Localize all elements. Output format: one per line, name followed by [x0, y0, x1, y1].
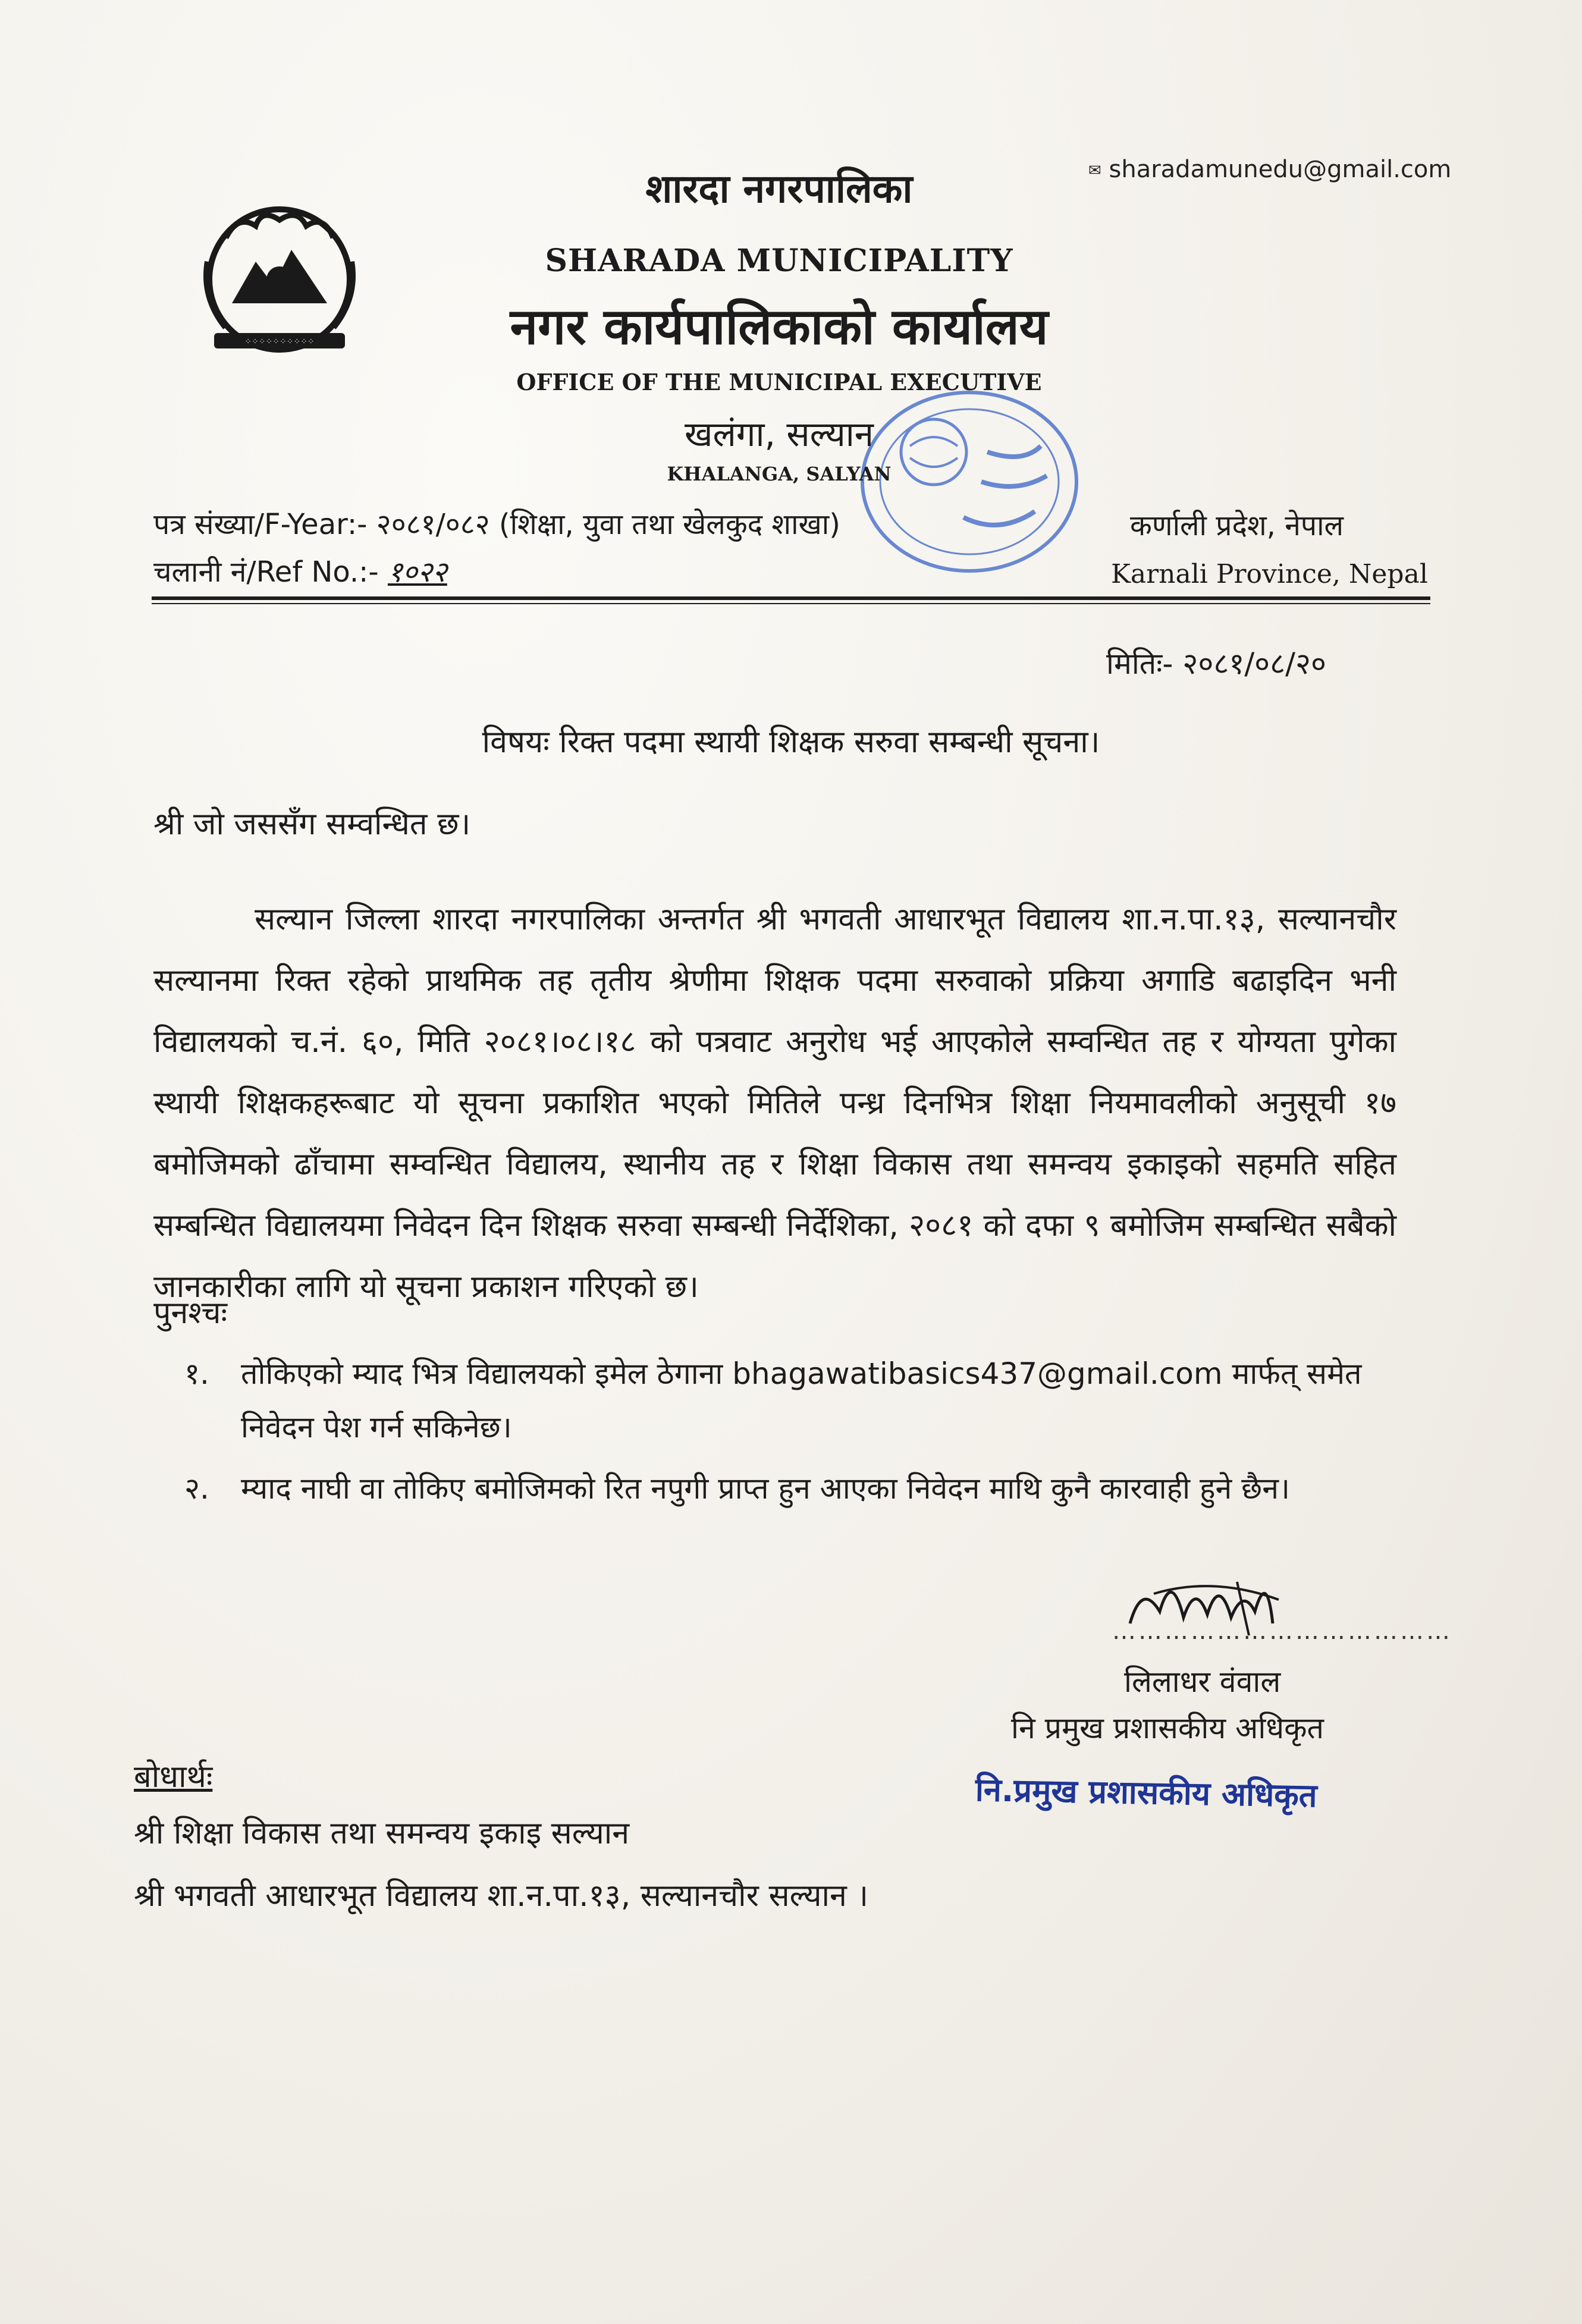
postscript-item-number: २. [184, 1471, 209, 1506]
office-name-english: OFFICE OF THE MUNICIPAL EXECUTIVE [516, 369, 1042, 395]
svg-text:⁘⁘⁘⁘⁘⁘⁘⁘⁘⁘: ⁘⁘⁘⁘⁘⁘⁘⁘⁘⁘ [244, 337, 315, 347]
postscript-item-text: तोकिएको म्याद भित्र विद्यालयको इमेल ठेगाना bhagawatibasics437@gmail.com मार्फत् समेत [241, 1356, 1362, 1391]
cc-label: बोधार्थः [134, 1759, 213, 1795]
salutation: श्री जो जससँग सम्वन्धित छ। [153, 806, 471, 842]
province-english: Karnali Province, Nepal [1111, 559, 1428, 589]
body-paragraph-text: सल्यान जिल्ला शारदा नगरपालिका अन्तर्गत श्री भगवती आधारभूत विद्यालय शा.न.पा.१३, सल्यानचौर सल्यानमा रिक्त रहेको प्राथमिक तह तृतीय श्रेणीमा शिक्षक पदमा सरुवाको प्रक्रिया अगाडि बढाइदिन भनी विद्यालयको च.नं. ६०, मिति २०८१।०८।१८ को पत्रवाट अनुरोध भई आएकोले सम्वन्धित तह र योग्यता पुगेका स्थायी शिक्षकहरूबाट यो सूचना प्रकाशित भएको मितिले पन्ध्र दिनभित्र शिक्षा नियमावलीको अनुसूची १७ बमोजिमको ढाँचामा सम्वन्धित विद्यालय, स्थानीय तह र शिक्षा विकास तथा समन्वय इकाइको सहमति सहित सम्बन्धित विद्यालयमा निवेदन दिन शिक्षक सरुवा सम्बन्धी निर्देशिका, २०८१ को दफा ९ बमोजिम सम्बन्धित सबैको जानकारीका लागि यो सूचना प्रकाशन गरिएको छ। [153, 902, 1396, 1305]
postscript-item [184, 1462, 1404, 1515]
province-nepali: कर्णाली प्रदेश, नेपाल [1130, 509, 1344, 542]
letter-date: मितिः- २०८१/०८/२० [1106, 646, 1327, 681]
letter-number: पत्र संख्या/F-Year:- २०८१/०८२ (शिक्षा, युवा तथा खेलकुद शाखा) [153, 508, 840, 541]
postscript-item-text-cont: निवेदन पेश गर्न सकिनेछ। [241, 1410, 512, 1444]
header-rule [152, 596, 1430, 600]
signatory-name: लिलाधर वंवाल [1124, 1665, 1281, 1699]
postscript-item-number: १. [184, 1356, 209, 1391]
email-text: sharadamunedu@gmail.com [1109, 156, 1452, 183]
postscript-item [184, 1347, 1404, 1454]
body-paragraph [153, 889, 1396, 1318]
place-english: KHALANGA, SALYAN [667, 463, 892, 485]
designation-stamp: नि.प्रमुख प्रशासकीय अधिकृत [975, 1770, 1318, 1815]
nepal-emblem-icon [190, 190, 369, 357]
postscript-item-text: म्याद नाघी वा तोकिए बमोजिमको रित नपुगी प्राप्त हुन आएका निवेदन माथि कुनै कारवाही हुने छैन। [241, 1471, 1290, 1506]
email-address [1088, 156, 1451, 183]
header-rule-thin [152, 603, 1430, 604]
signature-line: ………………………………… [1112, 1618, 1452, 1645]
org-name-english: SHARADA MUNICIPALITY [545, 243, 1013, 279]
mail-icon: ✉ [1088, 162, 1101, 180]
office-name-nepali: नगर कार्यपालिकाको कार्यालय [510, 297, 1049, 356]
ref-number [153, 552, 447, 591]
postscript-label: पुनश्चः [153, 1295, 228, 1331]
signatory-title: नि प्रमुख प्रशासकीय अधिकृत [1011, 1711, 1324, 1745]
cc-recipient: श्री शिक्षा विकास तथा समन्वय इकाइ सल्यान [134, 1816, 630, 1851]
ref-number-value: १०२२ [387, 555, 447, 589]
place-nepali: खलंगा, सल्यान [685, 414, 874, 454]
cc-recipient: श्री भगवती आधारभूत विद्यालय शा.न.पा.१३, सल्यानचौर सल्यान । [134, 1878, 869, 1914]
ref-number-label: चलानी नं/Ref No.:- [153, 555, 379, 589]
org-name-nepali: शारदा नगरपालिका [645, 166, 913, 212]
letter-subject: विषयः रिक्त पदमा स्थायी शिक्षक सरुवा सम्बन्धी सूचना। [482, 724, 1100, 760]
